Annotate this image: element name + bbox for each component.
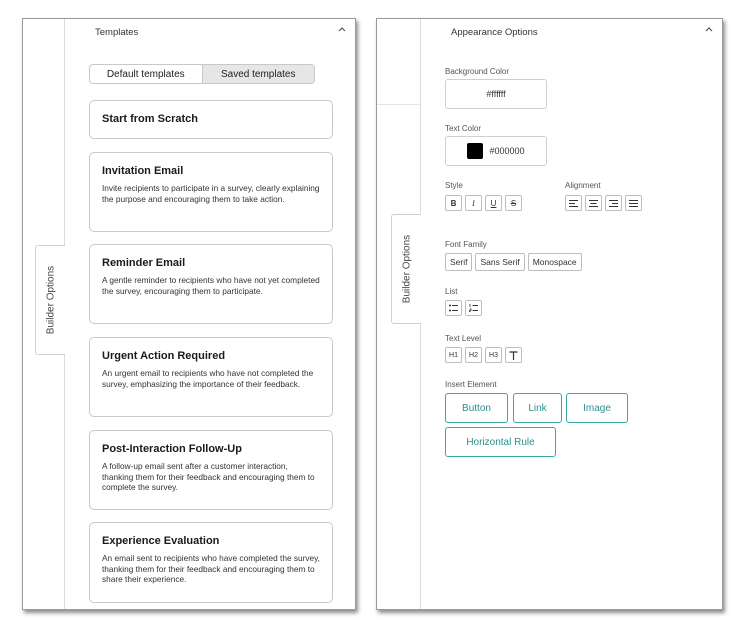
card-description: An email sent to recipients who have completed the survey, thanking them for their feedback and encouraging them to share their experience. — [102, 553, 320, 584]
background-color-picker[interactable] — [445, 79, 547, 109]
builder-options-tab-label: Builder Options — [401, 234, 412, 304]
insert-image-button[interactable]: Image — [566, 393, 628, 423]
card-title: Post-Interaction Follow-Up — [102, 443, 242, 455]
panel-title: Templates — [95, 27, 139, 38]
builder-options-tab-label: Builder Options — [45, 265, 56, 335]
template-card-follow-up[interactable] — [89, 430, 333, 510]
template-card-evaluation[interactable] — [89, 522, 333, 603]
insert-link-button[interactable]: Link — [513, 393, 562, 423]
style-label: Style — [445, 181, 463, 190]
insert-horizontal-rule-button[interactable]: Horizontal Rule — [445, 427, 556, 457]
list-label: List — [445, 287, 458, 296]
background-color-label: Background Color — [445, 67, 510, 76]
tab-default-templates[interactable]: Default templates — [106, 68, 185, 80]
template-card-reminder[interactable] — [89, 244, 333, 324]
builder-options-tab[interactable] — [35, 245, 65, 355]
card-description: An urgent email to recipients who have not completed the survey, emphasizing the importance of their feedback. — [102, 368, 314, 389]
chevron-up-icon[interactable] — [338, 26, 346, 32]
font-serif-button[interactable]: Serif — [445, 253, 472, 271]
card-description: A gentle reminder to recipients who have not yet completed the survey, encouraging them to participate. — [102, 275, 320, 296]
template-card-invitation[interactable] — [89, 152, 333, 232]
panel-title: Appearance Options — [451, 27, 538, 38]
text-level-label: Text Level — [445, 334, 482, 343]
h3-button[interactable]: H3 — [485, 347, 502, 363]
side-rail — [377, 19, 421, 609]
color-swatch — [467, 143, 483, 159]
font-sans-serif-button[interactable]: Sans Serif — [475, 253, 524, 271]
list-buttons — [445, 300, 482, 316]
numbered-list-icon[interactable] — [465, 300, 482, 316]
style-buttons — [445, 195, 522, 211]
alignment-buttons — [565, 195, 642, 211]
template-card-scratch[interactable] — [89, 100, 333, 139]
text-level-buttons — [445, 347, 522, 363]
background-color-value: #ffffff — [486, 89, 506, 99]
italic-button[interactable]: I — [465, 195, 482, 211]
h1-button[interactable]: H1 — [445, 347, 462, 363]
align-center-icon[interactable] — [585, 195, 602, 211]
card-title: Invitation Email — [102, 165, 184, 177]
card-title: Reminder Email — [102, 257, 186, 269]
text-color-label: Text Color — [445, 124, 482, 133]
align-right-icon[interactable] — [605, 195, 622, 211]
card-title: Start from Scratch — [102, 113, 198, 125]
side-rail — [23, 19, 65, 609]
card-description: A follow-up email sent after a customer interaction, thanking them for their feedback and encouraging them to complete the survey. — [102, 461, 315, 492]
template-card-urgent[interactable] — [89, 337, 333, 417]
card-title: Urgent Action Required — [102, 350, 226, 362]
bold-button[interactable]: B — [445, 195, 462, 211]
font-family-label: Font Family — [445, 240, 487, 249]
font-family-buttons — [445, 253, 582, 271]
builder-options-tab[interactable] — [391, 214, 421, 324]
align-justify-icon[interactable] — [625, 195, 642, 211]
text-icon[interactable] — [505, 347, 522, 363]
insert-element-label: Insert Element — [445, 380, 497, 389]
font-monospace-button[interactable]: Monospace — [528, 253, 582, 271]
text-color-value: #000000 — [489, 146, 525, 156]
strikethrough-button[interactable]: S — [505, 195, 522, 211]
align-left-icon[interactable] — [565, 195, 582, 211]
card-title: Experience Evaluation — [102, 535, 220, 547]
chevron-up-icon[interactable] — [705, 26, 713, 32]
h2-button[interactable]: H2 — [465, 347, 482, 363]
rail-divider — [377, 104, 421, 105]
underline-button[interactable]: U — [485, 195, 502, 211]
card-description: Invite recipients to participate in a survey, clearly explaining the purpose and encouraging them to take action. — [102, 183, 320, 204]
appearance-panel — [376, 18, 723, 610]
tab-saved-templates[interactable]: Saved templates — [202, 65, 315, 83]
text-color-picker[interactable] — [445, 136, 547, 166]
bulleted-list-icon[interactable] — [445, 300, 462, 316]
template-tabs — [89, 64, 315, 84]
insert-button-button[interactable]: Button — [445, 393, 508, 423]
alignment-label: Alignment — [565, 181, 601, 190]
templates-panel — [22, 18, 356, 610]
